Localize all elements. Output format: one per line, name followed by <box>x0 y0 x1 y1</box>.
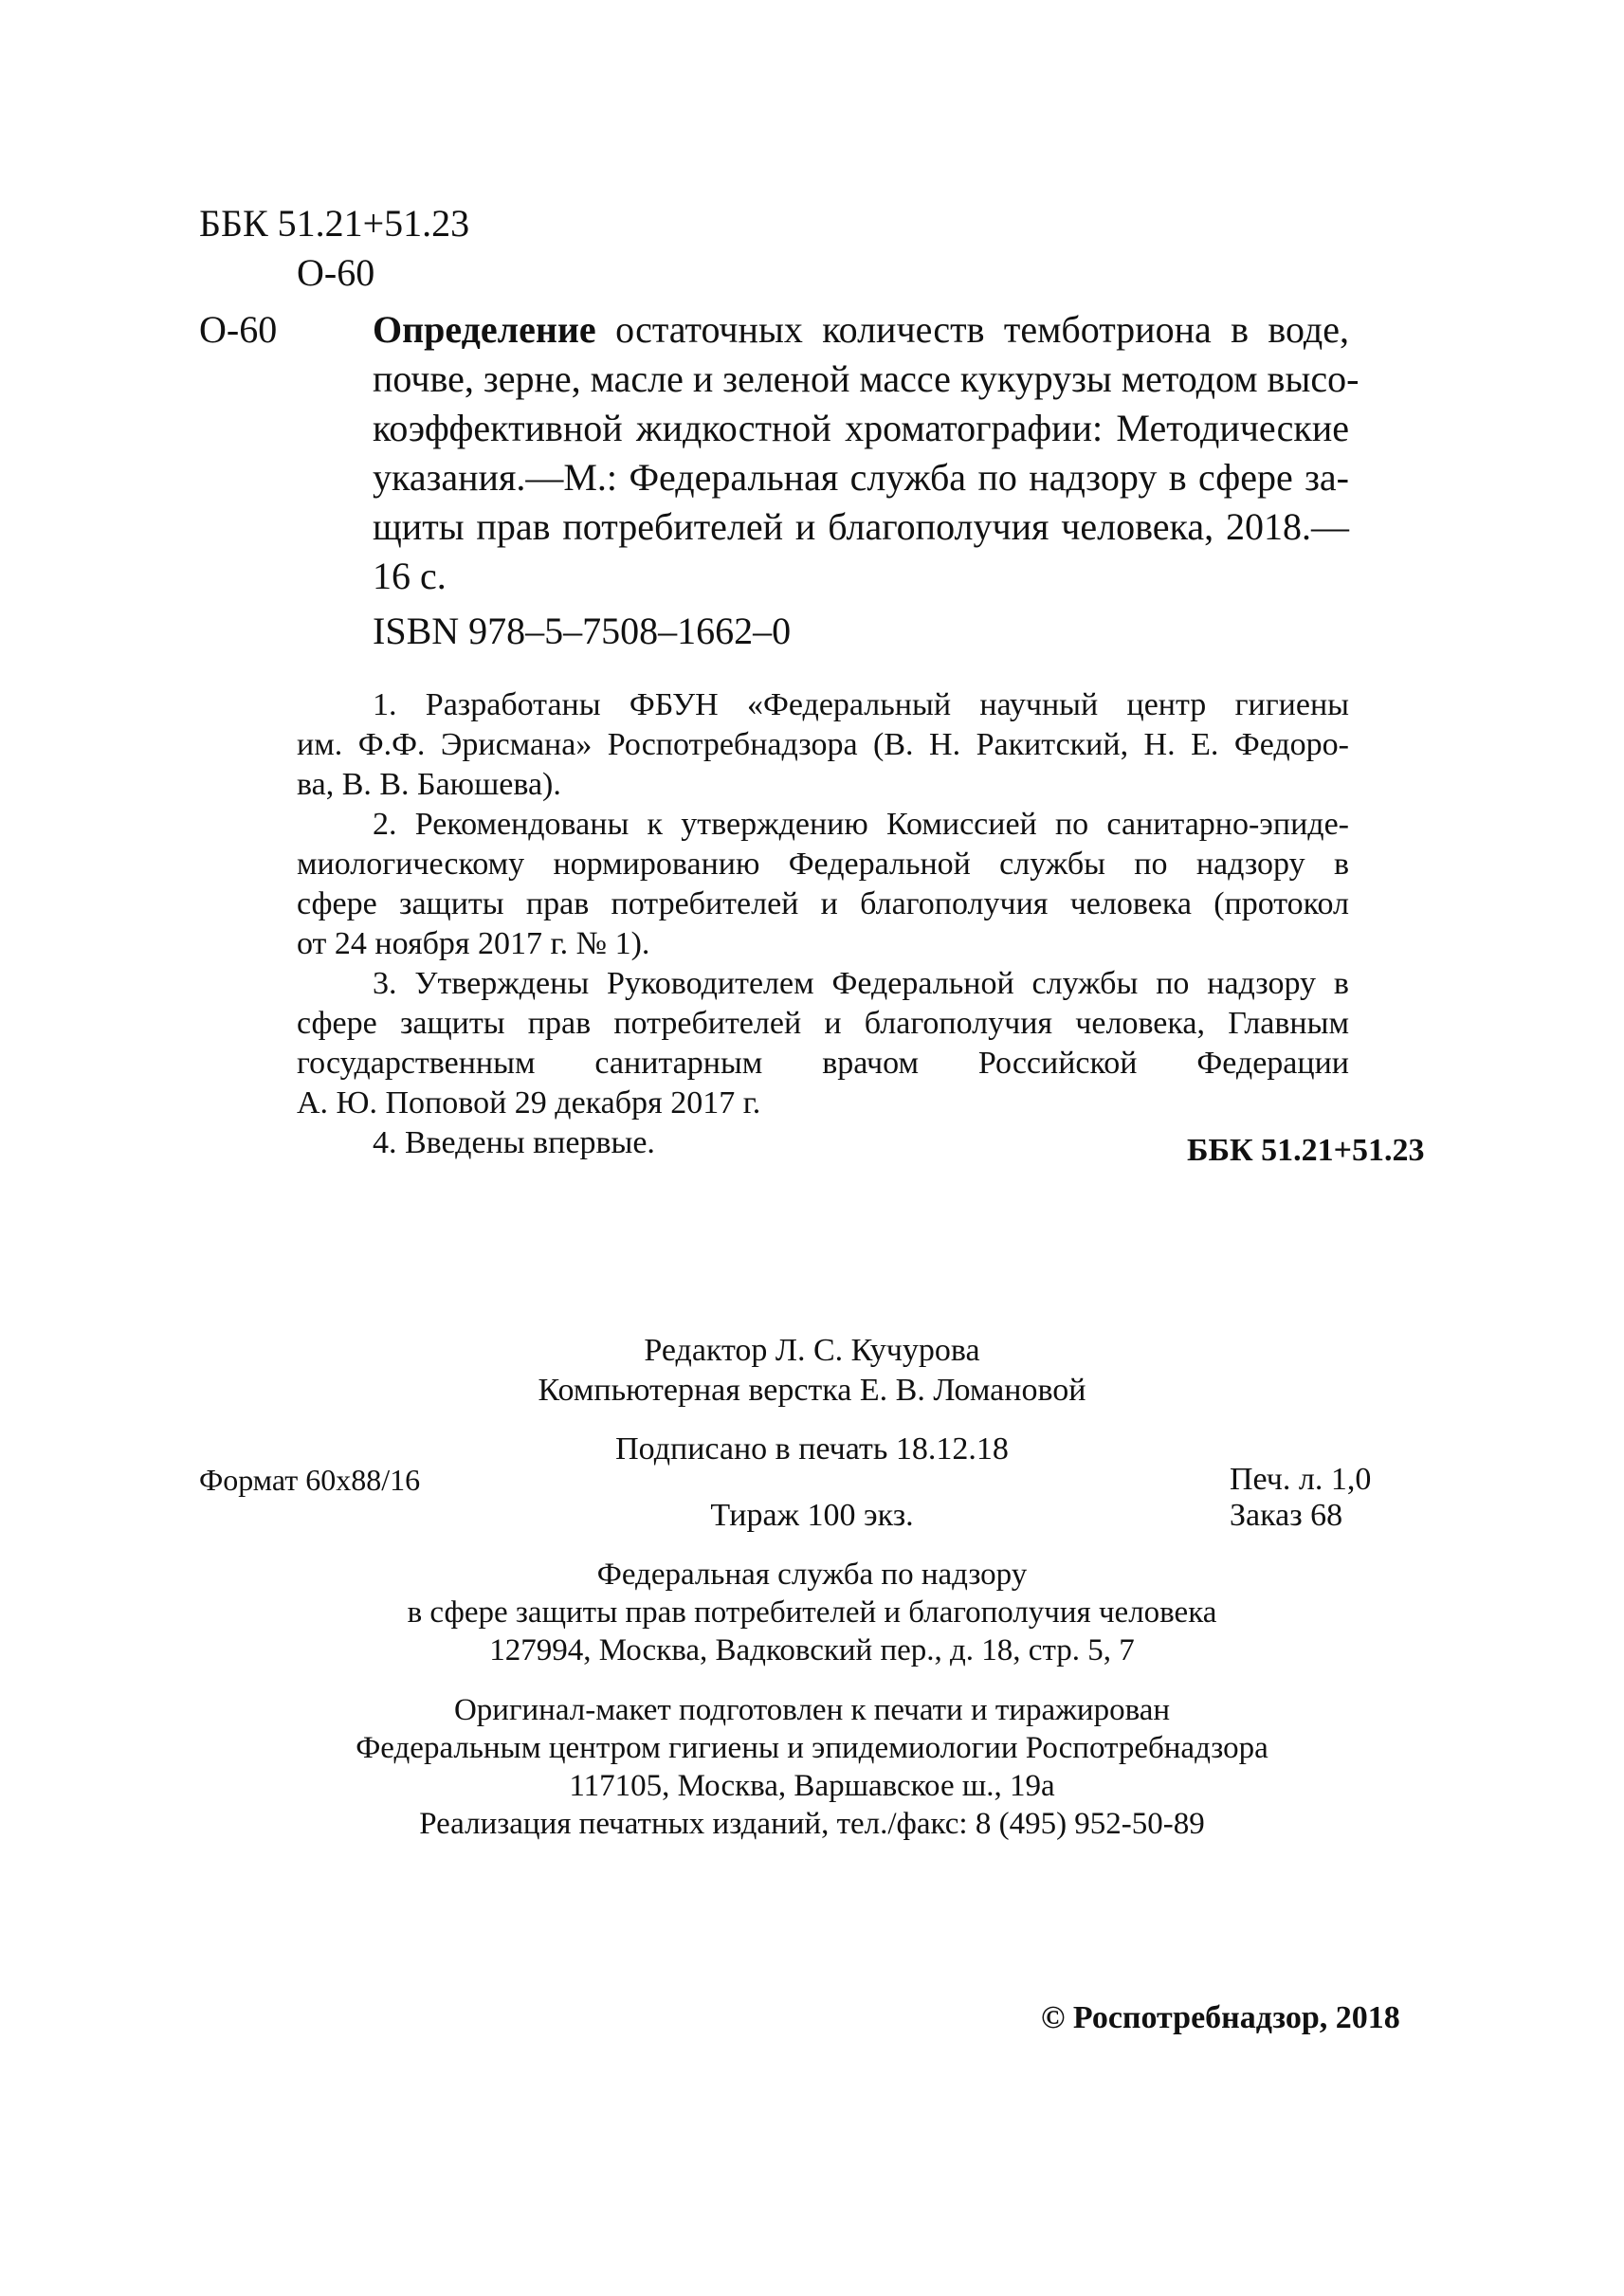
credit-line: государственным санитарным врачом Российской Федерации <box>297 1046 1349 1081</box>
copyright: © Роспотребнадзор, 2018 <box>1041 2000 1400 2035</box>
credit-line: сфере защиты прав потребителей и благополучия человека, Главным <box>297 1006 1349 1041</box>
credit-line: 4. Введены впервые. <box>373 1125 655 1160</box>
bbk-code-top: ББК 51.21+51.23 <box>199 202 470 245</box>
entry-code: О-60 <box>199 308 278 351</box>
credit-line: им. Ф.Ф. Эрисмана» Роспотребнадзора (В. Н. Ракитский, Н. Е. Федоро- <box>297 727 1349 762</box>
print-sheets: Печ. л. 1,0 <box>1230 1462 1372 1497</box>
order-number: Заказ 68 <box>1230 1498 1343 1533</box>
bibliographic-entry <box>373 305 1359 601</box>
entry-line: щиты прав потребителей и благополучия человека, 2018.— <box>373 505 1349 548</box>
credit-line: А. Ю. Поповой 29 декабря 2017 г. <box>297 1085 761 1121</box>
layout-credit: Компьютерная верстка Е. В. Ломановой <box>538 1373 1086 1408</box>
entry-line: 16 с. <box>373 555 447 597</box>
publisher-line: в сфере защиты прав потребителей и благополучия человека <box>407 1595 1217 1630</box>
entry-line: почве, зерне, масле и зеленой массе кукурузы методом высо- <box>373 357 1359 400</box>
credit-line: 2. Рекомендованы к утверждению Комиссией по санитарно-эпиде- <box>373 807 1349 842</box>
editor-credit: Редактор Л. С. Кучурова <box>644 1333 980 1368</box>
publisher-line: Федеральная служба по надзору <box>596 1558 1028 1592</box>
credit-line: 1. Разработаны ФБУН «Федеральный научный центр гигиены <box>373 687 1349 722</box>
credits-list <box>297 685 1349 1163</box>
publisher-address: 127994, Москва, Вадковский пер., д. 18, стр. 5, 7 <box>489 1633 1135 1667</box>
printer-line: Федеральным центром гигиены и эпидемиологии Роспотребнадзора <box>356 1731 1268 1765</box>
author-sign: О-60 <box>297 251 375 294</box>
entry-line-text: остаточных количеств темботриона в воде, <box>595 308 1349 351</box>
printer-address: 117105, Москва, Варшавское ш., 19а <box>569 1769 1055 1803</box>
credit-line: 3. Утверждены Руководителем Федеральной службы по надзору в <box>373 966 1349 1001</box>
entry-line <box>373 305 1349 355</box>
signed-to-print: Подписано в печать 18.12.18 <box>615 1431 1009 1467</box>
credit-line: миологическому нормированию Федеральной службы по надзору в <box>297 847 1349 882</box>
entry-line: коэффективной жидкостной хроматографии: Методические <box>373 407 1349 449</box>
paper-format: Формат 60x88/16 <box>199 1463 421 1497</box>
bbk-code-bottom: ББК 51.21+51.23 <box>1187 1133 1425 1168</box>
credit-line: от 24 ноября 2017 г. № 1). <box>297 926 650 961</box>
printer-contact: Реализация печатных изданий, тел./факс: 8 (495) 952-50-89 <box>419 1807 1205 1841</box>
print-run: Тираж 100 экз. <box>710 1498 914 1533</box>
printer-line: Оригинал-макет подготовлен к печати и тиражирован <box>453 1693 1171 1727</box>
entry-line: указания.—М.: Федеральная служба по надзору в сфере за- <box>373 456 1349 499</box>
isbn: ISBN 978–5–7508–1662–0 <box>373 610 792 652</box>
credit-line: ва, В. В. Баюшева). <box>297 767 561 802</box>
entry-title-bold: Определение <box>373 308 596 351</box>
credit-line: сфере защиты прав потребителей и благополучия человека (протокол <box>297 886 1349 921</box>
